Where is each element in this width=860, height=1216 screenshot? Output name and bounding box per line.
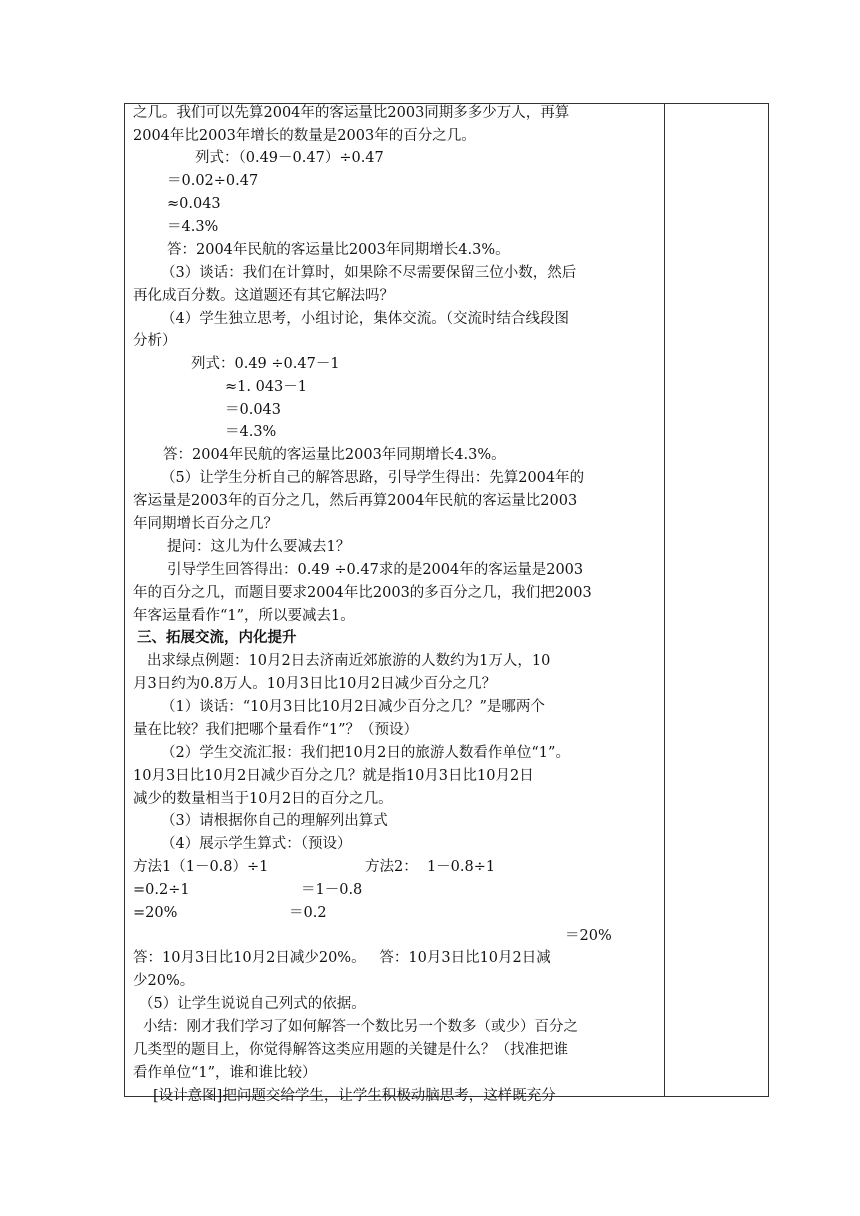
content-line: 分析） (133, 333, 177, 349)
column-divider (664, 104, 665, 1096)
content-line: （4）学生独立思考，小组讨论，集体交流。（交流时结合线段图 (161, 311, 569, 327)
content-line: （3）谈话：我们在计算时，如果除不尽需要保留三位小数，然后 (161, 265, 577, 281)
content-line: ＝0.02÷0.47 (167, 173, 259, 189)
content-line: 少20%。 (133, 973, 195, 989)
content-line: 列式：（0.49－0.47）÷0.47 (195, 150, 384, 166)
content-line: 方法1（1－0.8）÷1 (133, 859, 269, 875)
content-line: （1）谈话：“10月3日比10月2日减少百分之几？”是哪两个 (161, 699, 545, 715)
content-line: ＝4.3% (167, 219, 219, 235)
content-line: 年客运量看作“1”，所以要减去1。 (133, 608, 355, 624)
content-line: 几类型的题目上，你觉得解答这类应用题的关键是什么？（找准把谁 (133, 1042, 568, 1058)
content-line: 小结：刚才我们学习了如何解答一个数比另一个数多（或少）百分之 (143, 1019, 578, 1035)
content-line: ＝4.3% (225, 424, 277, 440)
content-line: ＝20% (565, 928, 612, 944)
content-line: 月3日约为0.8万人。10月3日比10月2日减少百分之几？ (133, 676, 497, 692)
content-line: （2）学生交流汇报：我们把10月2日的旅游人数看作单位“1”。 (161, 745, 570, 761)
content-line: 答：10月3日比10月2日减少20%。 答：10月3日比10月2日减 (133, 950, 551, 966)
content-line: 再化成百分数。这道题还有其它解法吗？ (133, 288, 394, 304)
content-line: ＝0.2 (289, 905, 327, 921)
content-line: （5）让学生分析自己的解答思路，引导学生得出：先算2004年的 (161, 470, 585, 486)
content-line: 答：2004年民航的客运量比2003年同期增长4.3%。 (167, 242, 510, 258)
content-line: 答：2004年民航的客运量比2003年同期增长4.3%。 (163, 447, 506, 463)
content-line: =20% (133, 905, 178, 921)
content-line: 减少的数量相当于10月2日的百分之几。 (133, 791, 393, 807)
content-line: 之几。我们可以先算2004年的客运量比2003同期多多少万人，再算 (133, 105, 570, 121)
lesson-table (124, 103, 769, 1104)
content-line: ＝1－0.8 (301, 882, 363, 898)
content-line: 年的百分之几，而题目要求2004年比2003的多百分之几，我们把2003 (133, 585, 592, 601)
content-line: 出求绿点例题：10月2日去济南近郊旅游的人数约为1万人，10 (147, 653, 551, 669)
content-line: 量在比较？我们把哪个量看作“1”？（预设） (133, 722, 419, 738)
content-line: 客运量是2003年的百分之几，然后再算2004年民航的客运量比2003 (133, 493, 578, 509)
content-line: 方法2： 1－0.8÷1 (365, 859, 496, 875)
content-line: 2004年比2003年增长的数量是2003年的百分之几。 (133, 128, 476, 144)
content-line: ≈0.043 (167, 196, 221, 212)
content-line: （3）请根据你自己的理解列出算式 (161, 813, 388, 829)
content-line: （5）让学生说说自己列式的依据。 (139, 996, 366, 1012)
content-line: 年同期增长百分之几？ (133, 516, 278, 532)
content-line: 10月3日比10月2日减少百分之几？就是指10月3日比10月2日 (133, 768, 534, 784)
content-line: 提问：这儿为什么要减去1？ (167, 539, 351, 555)
content-line: [设计意图]把问题交给学生，让学生积极动脑思考，这样既充分 (153, 1088, 556, 1104)
content-line: 引导学生回答得出：0.49 ÷0.47求的是2004年的客运量是2003 (167, 562, 584, 578)
section-heading: 三、拓展交流，内化提升 (137, 629, 297, 646)
content-line: ＝0.043 (225, 402, 282, 418)
content-line: ≈1. 043－1 (225, 379, 307, 395)
content-line: （4）展示学生算式：（预设） (161, 836, 352, 852)
content-line: 看作单位“1”，谁和谁比较） (133, 1065, 317, 1081)
content-line: =0.2÷1 (133, 882, 190, 898)
content-line: 列式：0.49 ÷0.47－1 (191, 356, 340, 372)
